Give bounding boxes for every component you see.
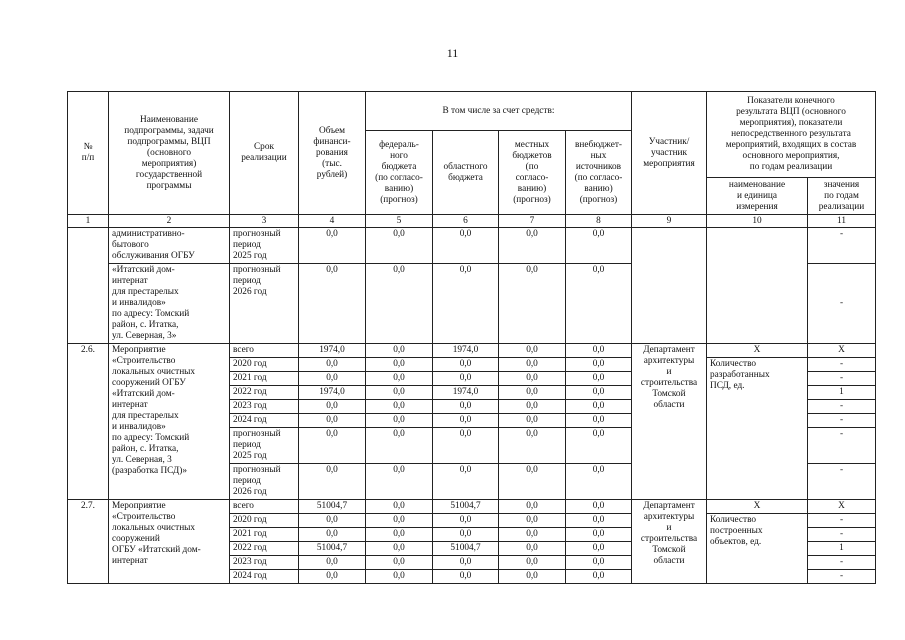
table-row [68, 344, 876, 358]
cell-period: прогнозный период 2026 год [230, 464, 299, 500]
cell-local: 0,0 [499, 386, 566, 400]
cell-period: прогнозный период 2025 год [230, 228, 299, 264]
cell-period: прогнозный период 2025 год [230, 428, 299, 464]
column-number: 7 [499, 215, 566, 228]
cell-extrabudget: 0,0 [566, 414, 632, 428]
cell-name: Мероприятие «Строительство локальных очистных сооружений ОГБУ «Итатский дом- интернат [109, 500, 230, 584]
cell-local: 0,0 [499, 556, 566, 570]
cell-extrabudget: 0,0 [566, 428, 632, 464]
header-name: Наименование подпрограммы, задачи подпрограммы, ВЦП (основного мероприятия) государственной программы [109, 92, 230, 215]
cell-local: 0,0 [499, 372, 566, 386]
cell-local: 0,0 [499, 228, 566, 264]
cell-value: - [808, 514, 876, 528]
cell-federal: 0,0 [366, 358, 433, 372]
cell-participant: Департамент архитектуры и строительства Томской области [632, 344, 707, 500]
header-sources-group: В том числе за счет средств: [366, 92, 632, 131]
cell-indicator: Количество разработанных ПСД, ед. [707, 358, 808, 500]
cell-federal: 0,0 [366, 542, 433, 556]
cell-total: 0,0 [299, 514, 366, 528]
cell-period: 2024 год [230, 414, 299, 428]
table-row [68, 500, 876, 514]
cell-value: - [808, 372, 876, 386]
cell-period: 2021 год [230, 372, 299, 386]
cell-value: - [808, 570, 876, 584]
column-number: 2 [109, 215, 230, 228]
cell-name: административно- бытового обслуживания ОГБУ [109, 228, 230, 264]
cell-extrabudget: 0,0 [566, 264, 632, 344]
cell-federal: 0,0 [366, 464, 433, 500]
header-federal: федераль- ного бюджета (по согласо- ванию) (прогноз) [366, 131, 433, 215]
cell-federal: 0,0 [366, 344, 433, 358]
column-number: 10 [707, 215, 808, 228]
header-indicator-name: наименование и единица измерения [707, 178, 808, 215]
cell-period: 2020 год [230, 514, 299, 528]
column-number: 3 [230, 215, 299, 228]
cell-local: 0,0 [499, 464, 566, 500]
cell-extrabudget: 0,0 [566, 358, 632, 372]
cell-period: всего [230, 500, 299, 514]
cell-regional: 0,0 [433, 400, 499, 414]
cell-value: - [808, 556, 876, 570]
header-indicator-values: значения по годам реализации [808, 178, 876, 215]
cell-total: 0,0 [299, 372, 366, 386]
cell-extrabudget: 0,0 [566, 228, 632, 264]
cell-total: 0,0 [299, 528, 366, 542]
cell-regional: 0,0 [433, 414, 499, 428]
cell-local: 0,0 [499, 428, 566, 464]
header-regional: областного бюджета [433, 131, 499, 215]
cell-local: 0,0 [499, 400, 566, 414]
table-row [68, 228, 876, 264]
cell-extrabudget: 0,0 [566, 500, 632, 514]
cell-local: 0,0 [499, 264, 566, 344]
cell-period: 2024 год [230, 570, 299, 584]
header-local: местных бюджетов (по согласо- ванию) (прогноз) [499, 131, 566, 215]
cell-period: 2022 год [230, 386, 299, 400]
column-number: 4 [299, 215, 366, 228]
cell-total: 0,0 [299, 570, 366, 584]
header-period: Срок реализации [230, 92, 299, 215]
cell-local: 0,0 [499, 414, 566, 428]
cell-total: 0,0 [299, 358, 366, 372]
cell-federal: 0,0 [366, 386, 433, 400]
header-indicators-group: Показатели конечного результата ВЦП (основного мероприятия), показатели непосредственного результата мероприятий, входящих в состав основного мероприятия, по годам реализации [707, 92, 876, 178]
cell-regional: 0,0 [433, 514, 499, 528]
cell-regional: 0,0 [433, 570, 499, 584]
cell-regional: 0,0 [433, 228, 499, 264]
cell-regional: 51004,7 [433, 542, 499, 556]
header-participant: Участник/ участник мероприятия [632, 92, 707, 215]
cell-local: 0,0 [499, 542, 566, 556]
cell-federal: 0,0 [366, 228, 433, 264]
cell-regional: 0,0 [433, 372, 499, 386]
cell-period: 2020 год [230, 358, 299, 372]
cell-federal: 0,0 [366, 570, 433, 584]
column-number: 9 [632, 215, 707, 228]
cell-federal: 0,0 [366, 528, 433, 542]
cell-participant: Департамент архитектуры и строительства Томской области [632, 500, 707, 584]
cell-value: - [808, 414, 876, 428]
cell-total: 0,0 [299, 464, 366, 500]
cell-federal: 0,0 [366, 414, 433, 428]
cell-total: 1974,0 [299, 386, 366, 400]
header-num: № п/п [68, 92, 109, 215]
cell-period: 2021 год [230, 528, 299, 542]
cell-value: 1 [808, 542, 876, 556]
cell-regional: 1974,0 [433, 386, 499, 400]
cell-total: 0,0 [299, 556, 366, 570]
cell-federal: 0,0 [366, 500, 433, 514]
cell-total: 0,0 [299, 228, 366, 264]
cell-federal: 0,0 [366, 556, 433, 570]
cell-value: - [808, 464, 876, 500]
column-number: 6 [433, 215, 499, 228]
cell-name: «Итатский дом- интернат для престарелых и инвалидов» по адресу: Томский район, с. Итатка, ул. Северная, 3» [109, 264, 230, 344]
cell-period: 2022 год [230, 542, 299, 556]
cell-federal: 0,0 [366, 264, 433, 344]
cell-num [68, 228, 109, 344]
cell-local: 0,0 [499, 514, 566, 528]
cell-indicator-x: Х [707, 500, 808, 514]
cell-federal: 0,0 [366, 372, 433, 386]
cell-local: 0,0 [499, 358, 566, 372]
cell-extrabudget: 0,0 [566, 514, 632, 528]
cell-federal: 0,0 [366, 428, 433, 464]
column-number: 1 [68, 215, 109, 228]
cell-extrabudget: 0,0 [566, 400, 632, 414]
cell-name: Мероприятие «Строительство локальных очистных сооружений ОГБУ «Итатский дом- интернат для престарелых и инвалидов» по адресу: Томский район, с. Итатка, ул. Северная, 3 (разработка ПСД)» [109, 344, 230, 500]
cell-participant [632, 228, 707, 344]
cell-regional: 0,0 [433, 358, 499, 372]
cell-num: 2.7. [68, 500, 109, 584]
cell-value: - [808, 228, 876, 264]
cell-extrabudget: 0,0 [566, 372, 632, 386]
cell-federal: 0,0 [366, 400, 433, 414]
cell-value: Х [808, 344, 876, 358]
cell-num: 2.6. [68, 344, 109, 500]
cell-value: 1 [808, 386, 876, 400]
cell-total: 51004,7 [299, 500, 366, 514]
header-extrabudget: внебюджет- ных источников (по согласо- ванию) (прогноз) [566, 131, 632, 215]
cell-value: - [808, 358, 876, 372]
cell-local: 0,0 [499, 528, 566, 542]
cell-extrabudget: 0,0 [566, 386, 632, 400]
cell-local: 0,0 [499, 570, 566, 584]
column-number: 5 [366, 215, 433, 228]
column-number: 11 [808, 215, 876, 228]
cell-total: 0,0 [299, 400, 366, 414]
cell-regional: 0,0 [433, 556, 499, 570]
program-table [67, 91, 876, 584]
cell-local: 0,0 [499, 500, 566, 514]
cell-period: всего [230, 344, 299, 358]
cell-extrabudget: 0,0 [566, 344, 632, 358]
cell-period: 2023 год [230, 400, 299, 414]
cell-total: 0,0 [299, 264, 366, 344]
cell-indicator: Количество построенных объектов, ед. [707, 514, 808, 584]
column-number: 8 [566, 215, 632, 228]
cell-federal: 0,0 [366, 514, 433, 528]
cell-extrabudget: 0,0 [566, 570, 632, 584]
column-number-row [68, 215, 876, 228]
cell-period: 2023 год [230, 556, 299, 570]
cell-value: - [808, 264, 876, 344]
cell-regional: 0,0 [433, 264, 499, 344]
page-number: 11 [446, 46, 459, 60]
header-row-1 [68, 92, 876, 131]
cell-period: прогнозный период 2026 год [230, 264, 299, 344]
cell-extrabudget: 0,0 [566, 542, 632, 556]
cell-value: - [808, 400, 876, 414]
cell-regional: 0,0 [433, 428, 499, 464]
cell-total: 1974,0 [299, 344, 366, 358]
cell-extrabudget: 0,0 [566, 528, 632, 542]
cell-value: - [808, 528, 876, 542]
cell-extrabudget: 0,0 [566, 464, 632, 500]
cell-total: 51004,7 [299, 542, 366, 556]
header-total: Объем финанси- рования (тыс. рублей) [299, 92, 366, 215]
cell-local: 0,0 [499, 344, 566, 358]
cell-total: 0,0 [299, 414, 366, 428]
table-body [68, 228, 876, 584]
cell-indicator [707, 228, 808, 344]
cell-total: 0,0 [299, 428, 366, 464]
cell-indicator-x: Х [707, 344, 808, 358]
cell-regional: 1974,0 [433, 344, 499, 358]
cell-regional: 0,0 [433, 464, 499, 500]
cell-value: - [808, 428, 876, 464]
cell-extrabudget: 0,0 [566, 556, 632, 570]
cell-value: Х [808, 500, 876, 514]
cell-regional: 0,0 [433, 528, 499, 542]
cell-regional: 51004,7 [433, 500, 499, 514]
